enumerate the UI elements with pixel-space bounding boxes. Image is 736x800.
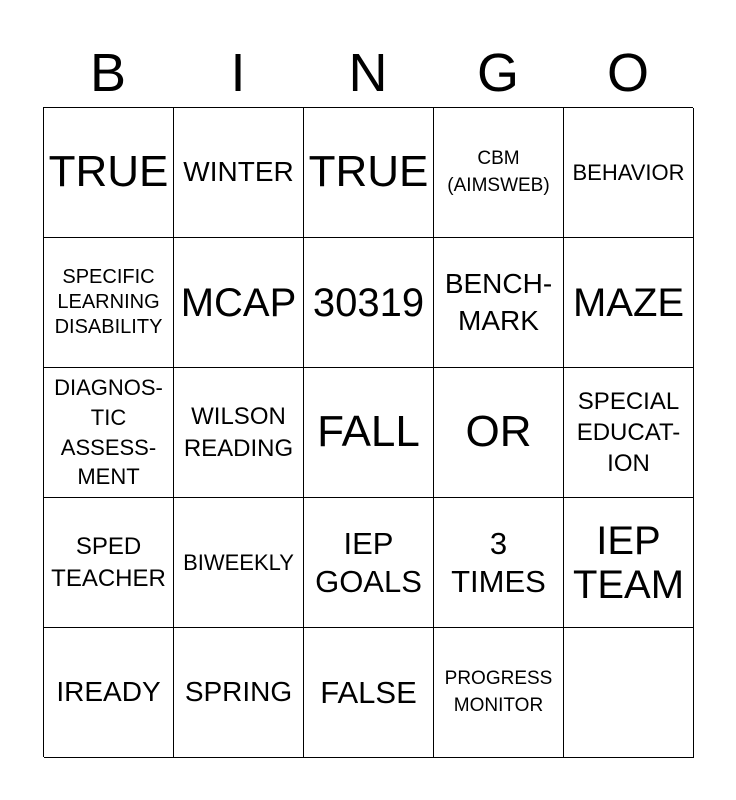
cell-text: WILSON READING xyxy=(183,403,294,462)
cell-text: MCAP xyxy=(180,280,297,325)
cell-text: DIAGNOS- TIC ASSESS- MENT xyxy=(54,375,163,490)
bingo-cell-r4-c4[interactable] xyxy=(434,498,564,628)
bingo-cell-r2-c1[interactable] xyxy=(44,238,174,368)
bingo-header xyxy=(43,40,693,106)
bingo-board xyxy=(43,107,693,757)
cell-text: SPECIFIC LEARNING DISABILITY xyxy=(54,266,163,338)
bingo-cell-r4-c2[interactable] xyxy=(174,498,304,628)
bingo-cell-r3-c5[interactable] xyxy=(564,368,694,498)
cell-text: WINTER xyxy=(183,156,294,188)
bingo-cell-r3-c3[interactable] xyxy=(304,368,434,498)
header-letter-n: N xyxy=(348,43,388,103)
bingo-cell-r5-c5[interactable] xyxy=(564,628,694,758)
bingo-cell-r4-c5[interactable] xyxy=(564,498,694,628)
cell-text: SPED TEACHER xyxy=(51,533,166,592)
bingo-cell-r3-c4[interactable] xyxy=(434,368,564,498)
cell-text: IEP GOALS xyxy=(315,526,422,599)
header-letter-b: B xyxy=(89,43,127,103)
bingo-cell-r1-c4[interactable] xyxy=(434,108,564,238)
cell-text: MAZE xyxy=(572,280,685,325)
header-letter-o: O xyxy=(606,43,649,103)
cell-text: SPECIAL EDUCAT- ION xyxy=(576,387,681,478)
cell-text: TRUE xyxy=(308,147,429,197)
header-letter-g: G xyxy=(476,43,519,103)
bingo-cell-r3-c1[interactable] xyxy=(44,368,174,498)
cell-text: 30319 xyxy=(312,280,425,325)
cell-text: SPRING xyxy=(184,676,293,708)
bingo-cell-r5-c2[interactable] xyxy=(174,628,304,758)
header-letter-i: I xyxy=(230,43,246,103)
cell-text: BIWEEKLY xyxy=(183,549,294,575)
cell-text: IREADY xyxy=(56,676,161,708)
cell-text: IEP TEAM xyxy=(572,518,685,607)
cell-text: FALSE xyxy=(320,674,417,710)
cell-text: FALL xyxy=(317,407,420,457)
cell-text: CBM (AIMSWEB) xyxy=(447,147,550,196)
cell-text: OR xyxy=(465,407,532,457)
bingo-cell-r4-c1[interactable] xyxy=(44,498,174,628)
bingo-cell-r2-c2[interactable] xyxy=(174,238,304,368)
bingo-cell-r2-c5[interactable] xyxy=(564,238,694,368)
bingo-cell-r5-c3[interactable] xyxy=(304,628,434,758)
bingo-cell-r2-c4[interactable] xyxy=(434,238,564,368)
bingo-cell-r4-c3[interactable] xyxy=(304,498,434,628)
bingo-cell-r2-c3[interactable] xyxy=(304,238,434,368)
bingo-cell-r1-c1[interactable] xyxy=(44,108,174,238)
cell-text: PROGRESS MONITOR xyxy=(444,667,553,716)
cell-text: BENCH- MARK xyxy=(444,268,553,336)
bingo-cell-r1-c5[interactable] xyxy=(564,108,694,238)
cell-text: BEHAVIOR xyxy=(572,159,685,185)
bingo-cell-r5-c4[interactable] xyxy=(434,628,564,758)
bingo-cell-r5-c1[interactable] xyxy=(44,628,174,758)
bingo-cell-r1-c3[interactable] xyxy=(304,108,434,238)
bingo-cell-r1-c2[interactable] xyxy=(174,108,304,238)
bingo-cell-r3-c2[interactable] xyxy=(174,368,304,498)
cell-text: 3 TIMES xyxy=(451,526,546,599)
cell-text: TRUE xyxy=(48,147,169,197)
